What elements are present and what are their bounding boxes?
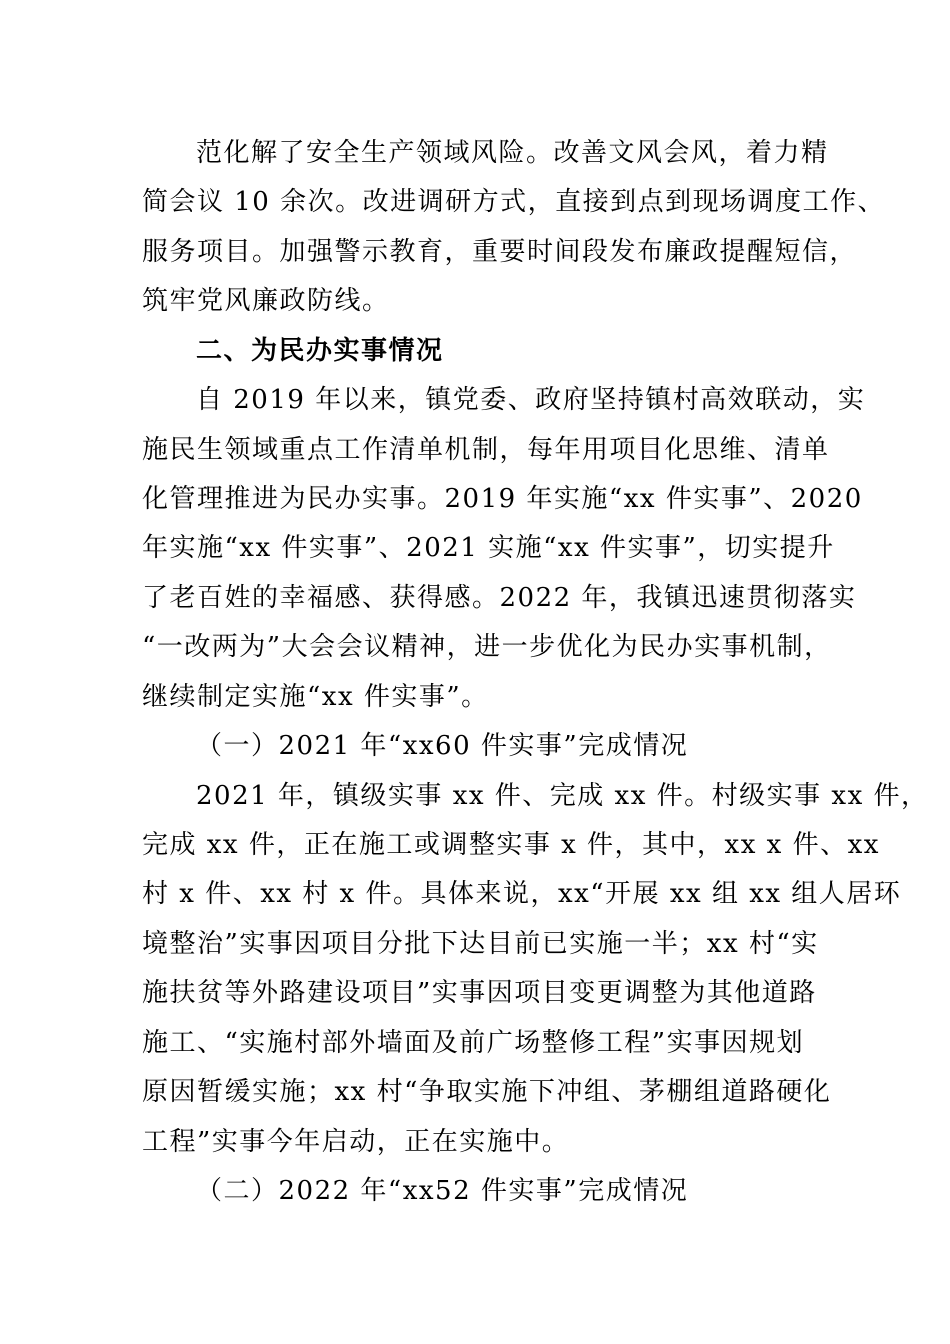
para2-line-4: 年实施“xx 件实事”、2021 实施“xx 件实事”，切实提升 [142, 533, 835, 563]
para1-line-1: 范化解了安全生产领域风险。改善文风会风，着力精 [196, 138, 829, 168]
para3-line-3: 村 x 件、xx 村 x 件。具体来说，xx“开展 xx 组 xx 组人居环 [142, 879, 902, 909]
para2-line-3: 化管理推进为民办实事。2019 年实施“xx 件实事”、2020 [142, 484, 863, 514]
para1-line-3: 服务项目。加强警示教育，重要时间段发布廉政提醒短信， [142, 237, 858, 267]
section-heading-2: 二、为民办实事情况 [196, 336, 444, 366]
para2-line-2: 施民生领域重点工作清单机制，每年用项目化思维、清单 [142, 435, 830, 465]
para1-line-4: 筑牢党风廉政防线。 [142, 286, 390, 316]
para3-line-7: 原因暂缓实施；xx 村“争取实施下冲组、茅棚组道路硬化 [142, 1077, 832, 1107]
para2-line-1: 自 2019 年以来，镇党委、政府坚持镇村高效联动，实 [196, 385, 866, 415]
subsection-heading-1: （一）2021 年“xx60 件实事”完成情况 [196, 731, 689, 761]
para3-line-2: 完成 xx 件，正在施工或调整实事 x 件，其中，xx x 件、xx [142, 830, 880, 860]
para2-line-7: 继续制定实施“xx 件实事”。 [142, 682, 489, 712]
para3-line-5: 施扶贫等外路建设项目”实事因项目变更调整为其他道路 [142, 978, 817, 1008]
para3-line-4: 境整治”实事因项目分批下达目前已实施一半；xx 村“实 [142, 929, 819, 959]
para1-line-2: 简会议 10 余次。改进调研方式，直接到点到现场调度工作、 [142, 187, 886, 217]
para2-line-5: 了老百姓的幸福感、获得感。2022 年，我镇迅速贯彻落实 [142, 583, 857, 613]
para3-line-8: 工程”实事今年启动，正在实施中。 [142, 1127, 570, 1157]
para3-line-6: 施工、“实施村部外墙面及前广场整修工程”实事因规划 [142, 1028, 805, 1058]
para2-line-6: “一改两为”大会会议精神，进一步优化为民办实事机制， [142, 632, 832, 662]
subsection-heading-2: （二）2022 年“xx52 件实事”完成情况 [196, 1176, 689, 1206]
para3-line-1: 2021 年，镇级实事 xx 件、完成 xx 件。村级实事 xx 件， [196, 781, 929, 811]
